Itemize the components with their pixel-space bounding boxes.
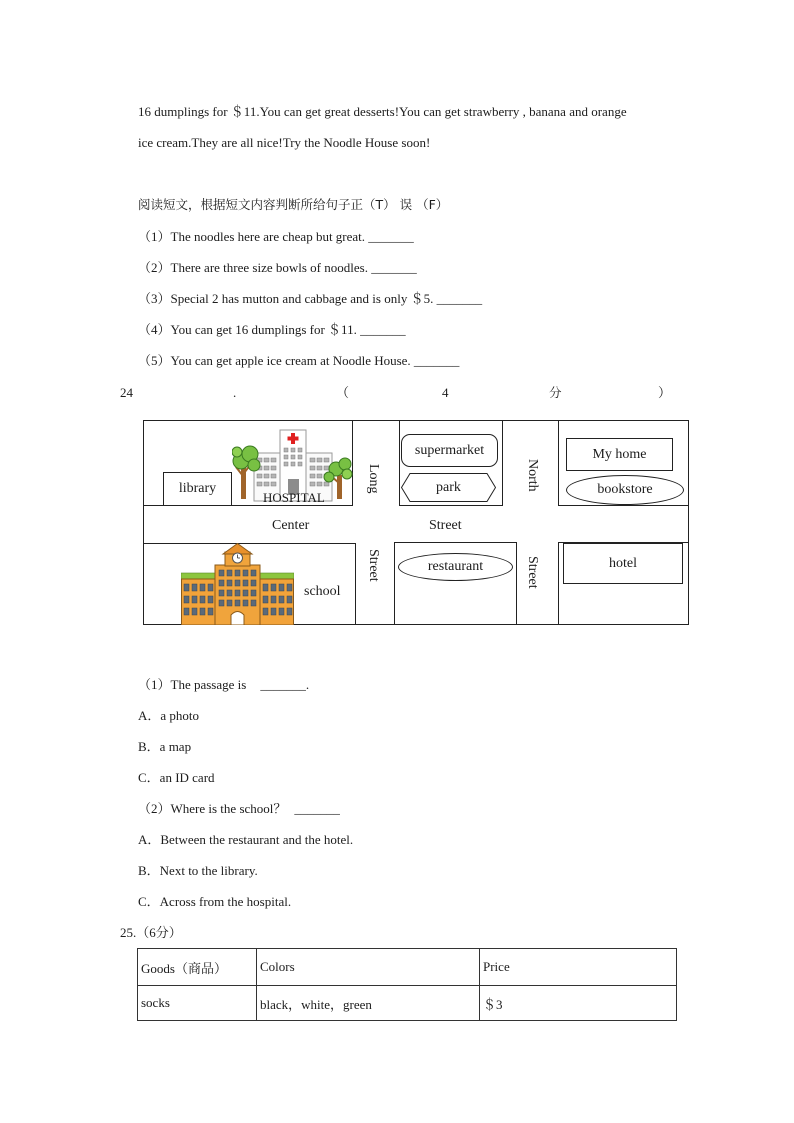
tf-question-2: （2）There are three size bowls of noodles. _______: [138, 260, 417, 275]
hotel-label: hotel: [609, 555, 637, 571]
header-price: Price: [480, 949, 677, 986]
window: [227, 570, 232, 576]
q24-sub1-option-b: B．a map: [138, 739, 192, 754]
street-map: [143, 420, 689, 625]
window: [192, 608, 197, 615]
q24-sub1-option-c: C．an ID card: [138, 770, 215, 785]
q24-paren-open: （: [336, 385, 350, 400]
center-label: Center: [272, 518, 310, 533]
hotel-box: [563, 543, 683, 584]
window: [243, 580, 248, 586]
window: [257, 474, 262, 478]
window: [298, 455, 302, 459]
tree-trunk: [337, 475, 342, 499]
window: [192, 584, 197, 591]
long-street-lower-label: Street: [366, 549, 381, 582]
window: [208, 596, 213, 603]
window: [291, 448, 295, 452]
park-box: [401, 473, 496, 502]
passage-line-2: ice cream.They are all nice!Try the Noodle House soon!: [138, 135, 431, 150]
window: [243, 600, 248, 606]
window: [291, 455, 295, 459]
clock-icon: [233, 553, 243, 563]
goods-table: [137, 948, 677, 1021]
window: [324, 466, 329, 470]
window: [251, 590, 256, 596]
long-street-label: Long: [366, 464, 381, 494]
window: [271, 608, 276, 615]
window: [184, 596, 189, 603]
library-box: [163, 472, 232, 506]
window: [317, 474, 322, 478]
window: [208, 584, 213, 591]
window: [298, 448, 302, 452]
window: [200, 596, 205, 603]
q24-paren-close: ）: [658, 385, 672, 400]
window: [219, 570, 224, 576]
window: [271, 584, 276, 591]
window: [227, 600, 232, 606]
cross-horizontal: [288, 437, 299, 441]
my-home-label: My home: [592, 446, 647, 462]
window: [279, 596, 284, 603]
window: [219, 600, 224, 606]
park-label: park: [436, 479, 461, 495]
window: [271, 466, 276, 470]
window: [235, 580, 240, 586]
window: [263, 596, 268, 603]
tree-canopy: [232, 447, 242, 457]
school-illustration: [181, 543, 294, 625]
restaurant-label: restaurant: [427, 559, 484, 574]
q24-number: 24: [120, 385, 133, 400]
school-tower-roof: [223, 544, 252, 555]
window: [219, 580, 224, 586]
tree-canopy: [339, 458, 351, 470]
q24-sub2-blank: _______: [294, 801, 340, 816]
q24-points-unit: 分: [549, 385, 562, 400]
tf-question-3: （3）Special 2 has mutton and cabbage and is only ＄5. _______: [138, 291, 483, 306]
tree-canopy: [248, 459, 260, 471]
window: [284, 462, 288, 466]
school-label: school: [304, 584, 341, 599]
window: [317, 466, 322, 470]
window: [279, 584, 284, 591]
window: [310, 482, 315, 486]
q24-sub2-option-c: C．Across from the hospital.: [138, 894, 292, 909]
bookstore-label: bookstore: [597, 482, 653, 497]
tree-canopy: [342, 469, 352, 479]
window: [200, 584, 205, 591]
window: [192, 596, 197, 603]
tf-question-1: （1）The noodles here are cheap but great. _______: [138, 229, 414, 244]
window: [264, 458, 269, 462]
window: [271, 458, 276, 462]
tf-question-4: （4）You can get 16 dumplings for ＄11. _______: [138, 322, 406, 337]
window: [310, 466, 315, 470]
table-row: [138, 986, 677, 1021]
center-street-label: Street: [429, 518, 462, 533]
hospital-label: HOSPITAL: [263, 490, 325, 505]
q24-sub2-stem: （2）Where is the school？: [138, 801, 287, 816]
window: [184, 608, 189, 615]
q24-sub1: [138, 677, 309, 693]
window: [243, 570, 248, 576]
window: [317, 482, 322, 486]
bookstore-box: [566, 475, 684, 505]
window: [264, 482, 269, 486]
window: [271, 474, 276, 478]
window: [287, 596, 292, 603]
window: [298, 462, 302, 466]
library-label: library: [178, 481, 217, 496]
window: [310, 458, 315, 462]
window: [251, 570, 256, 576]
window: [251, 600, 256, 606]
window: [184, 584, 189, 591]
north-street-label: North: [525, 459, 540, 492]
my-home-box: [566, 438, 673, 471]
q24-sub2-option-b: B．Next to the library.: [138, 863, 258, 878]
window: [324, 458, 329, 462]
tf-question-5: （5）You can get apple ice cream at Noodle House. _______: [138, 353, 460, 368]
window: [291, 462, 295, 466]
header-goods: Goods（商品）: [138, 949, 257, 986]
restaurant-box: [398, 553, 513, 581]
tf-instruction: 阅读短文，根据短文内容判断所给句子正（T） 误 （F）: [138, 197, 449, 212]
window: [219, 590, 224, 596]
window: [264, 466, 269, 470]
window: [227, 580, 232, 586]
window: [200, 608, 205, 615]
window: [287, 608, 292, 615]
window: [271, 596, 276, 603]
table-header-row: [138, 949, 677, 986]
north-street-lower-label: Street: [525, 556, 540, 589]
header-colors: Colors: [257, 949, 480, 986]
window: [263, 608, 268, 615]
q24-sub1-stem: （1）The passage is: [138, 677, 247, 692]
window: [263, 584, 268, 591]
school-left-roof: [181, 573, 217, 579]
cell-price: ＄3: [480, 986, 677, 1021]
window: [235, 590, 240, 596]
cell-goods: socks: [138, 986, 257, 1021]
q24-dot: .: [233, 385, 237, 400]
school-right-roof: [258, 573, 294, 579]
school-door: [231, 612, 244, 626]
q24-sub2-option-a: A．Between the restaurant and the hotel.: [138, 832, 354, 847]
window: [284, 455, 288, 459]
window: [227, 590, 232, 596]
q24-points: 4: [442, 385, 449, 400]
q25-title: 25.（6分）: [120, 925, 182, 940]
window: [235, 600, 240, 606]
window: [287, 584, 292, 591]
window: [235, 570, 240, 576]
q24-sub1-blank: _______.: [260, 677, 310, 692]
passage-line-1: 16 dumplings for ＄11.You can get great desserts!You can get strawberry , banana and orange: [138, 104, 627, 119]
window: [251, 580, 256, 586]
window: [324, 482, 329, 486]
q24-sub1-option-a: A．a photo: [138, 708, 200, 723]
q24-sub2: [138, 801, 340, 817]
window: [264, 474, 269, 478]
window: [243, 590, 248, 596]
window: [271, 482, 276, 486]
window: [317, 458, 322, 462]
supermarket-box: [401, 434, 498, 467]
supermarket-label: supermarket: [414, 442, 485, 458]
window: [310, 474, 315, 478]
window: [208, 608, 213, 615]
cell-colors: black，white，green: [257, 986, 480, 1021]
window: [284, 448, 288, 452]
window: [279, 608, 284, 615]
tree-canopy: [324, 472, 334, 482]
window: [257, 482, 262, 486]
